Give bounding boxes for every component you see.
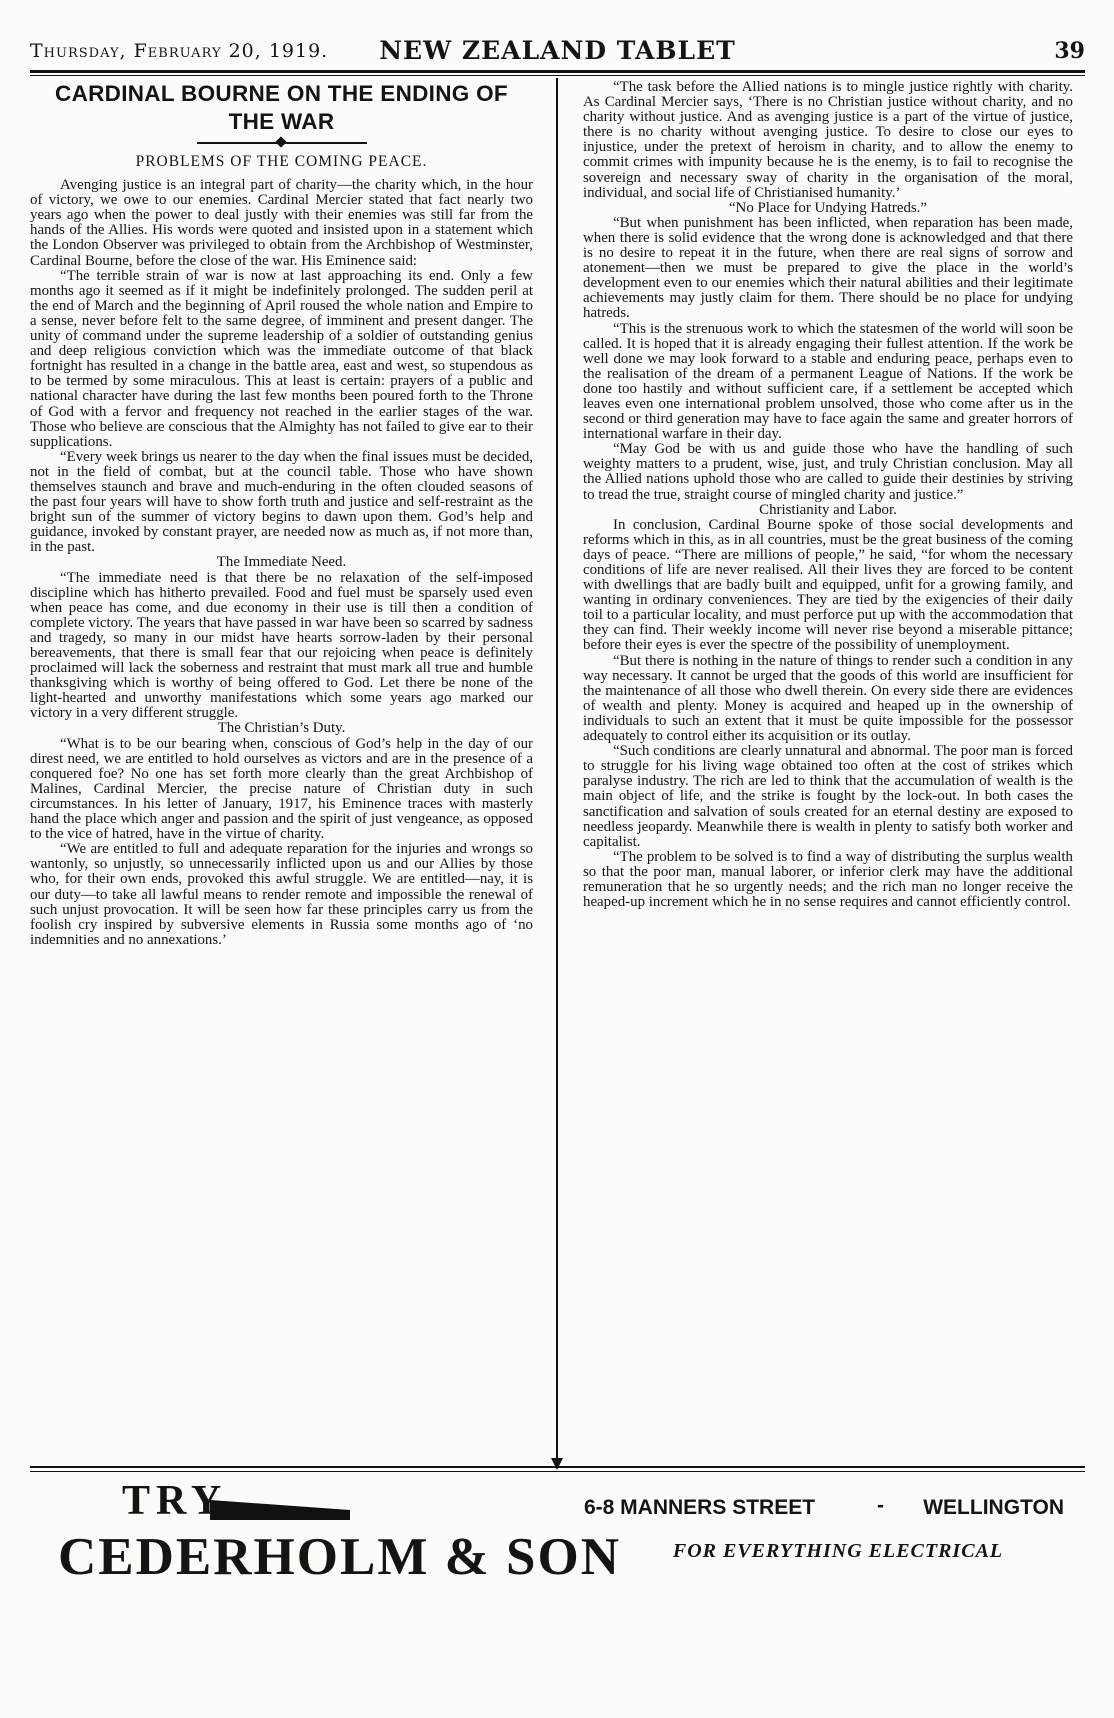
paragraph: “We are entitled to full and adequate reparation for the injuries and wrongs so wantonly, so unjustly, so unnecessarily inflicted upon us and our Allies by those who, for their own ends, provoked this awful struggle. We are entitled—nay, it is our duty—to take all lawful means to render remote and impossible the renewal of such unjust provocation. It will be seen how far these principles carry us from the foolish cry inspired by subversive elements in Russia some months ago of ‘no indemnities and no annexations.’ [30, 841, 533, 948]
section-heading-christians-duty: The Christian’s Duty. [217, 720, 346, 737]
headline-ornament-rule [197, 142, 367, 144]
paragraph: “But there is nothing in the nature of things to render such a condition in any way necessary. It cannot be urged that the goods of this world are insufficient for the maintenance of all those who dwell therein. On every side there are evidences of wealth and plenty. Money is acquired and heaped up in the ownership of individuals to such an extent that it must be quite impossible for the possessor adequately to control either its acquisition or its outlay. [583, 652, 1073, 745]
paragraph: “Every week brings us nearer to the day when the final issues must be decided, not in the field of combat, but at the council table. Those who have shown themselves staunch and brave and much-enduring in the often clouded seasons of the past four years will have to show forth truth and justice and self-restraint as the bright sun of the summer of victory begins to dawn upon them. God’s help and guidance, invoked by constant prayer, are needed now as much as, if not more than, in the past. [30, 448, 533, 556]
ad-slogan: FOR EVERYTHING ELECTRICAL [672, 1540, 1004, 1562]
column-divider [556, 78, 558, 1464]
ad-arrow-icon [210, 1500, 350, 1520]
paragraph: In conclusion, Cardinal Bourne spoke of those social developments and reforms which in this, as in all countries, must be the great business of the coming days of peace. “There are millions of people,” he said, “for whom the necessary conditions of life are never realised. All their lives they are forced to be content with dwellings that are badly built and equipped, unfit for a growing family, and wanting in ordinary conveniences. They are tied by the exigencies of their daily toil to a particular locality, and must perforce put up with the accommodation that they can find. Their weekly income will never rise beyond a miserable pittance; before their eyes is ever the spectre of the possibility of unemployment. [583, 516, 1073, 654]
page-number: 39 [1054, 38, 1085, 64]
paragraph: “What is to be our bearing when, conscious of God’s help in the day of our direst need, we are entitled to hold ourselves as victors and are in the presence of a conquered foe? No one has set forth more clearly than the great Archbishop of Malines, Cardinal Mercier, the precise nature of Christian duty in such circumstances. In his letter of January, 1917, his Eminence traces with masterly hand the place which anger and passion and the spirit of just vengeance, as opposed to the vice of hatred, have in the virtue of charity. [30, 735, 533, 843]
column-divider-terminal [551, 1458, 563, 1470]
article-subhead: PROBLEMS OF THE COMING PEACE. [135, 153, 428, 170]
article-headline: CARDINAL BOURNE ON THE ENDING OF THE WAR [55, 81, 508, 134]
ad-address-line [584, 1496, 1064, 1520]
masthead-rule [30, 70, 1085, 73]
ad-separator: - [877, 1494, 884, 1517]
ad-try-label: TRY [122, 1478, 228, 1524]
paragraph: “The task before the Allied nations is to mingle justice rightly with charity. As Cardinal Mercier says, ‘There is no Christian justice without charity, and no charity without justice. And as avenging justice is a part of the virtue of justice, there is no charity without avenging justice. To desire to close our eyes to injustice, under the pretext of heroism in charity, and to allow the enemy to commit crimes with impunity because he is the enemy, is to fail to recognise the sovereign and necessary sway of charity in the organisation of the moral, individual, and social life of Christianised humanity.’ [583, 79, 1073, 201]
newspaper-title: NEW ZEALAND TABLET [379, 36, 736, 65]
article-right-column [583, 80, 1073, 910]
section-heading-immediate-need: The Immediate Need. [216, 554, 347, 571]
ad-city: WELLINGTON [923, 1496, 1064, 1519]
paragraph: “The problem to be solved is to find a way of distributing the surplus wealth so that the poor man, manual laborer, or inferior clerk may have the additional remuneration that he so urgently needs; and the rich man no longer receive the heaped-up increment which he in no sense requires and cannot efficiently control. [583, 848, 1073, 911]
paragraph: “Such conditions are clearly unnatural and abnormal. The poor man is forced to struggle for his living wage obtained too often at the cost of strikes which paralyse industry. The rich are led to think that the accumulation of wealth is the main object of life, and the strike is fought by the lock-out. In both cases the sanctification and salvation of souls created for an eternal destiny are exposed to needless jeopardy. Meanwhile there is wealth in plenty to satisfy both worker and capitalist. [583, 743, 1073, 850]
paragraph: “This is the strenuous work to which the statesmen of the world will soon be called. It is hoped that it is already engaging their fullest attention. If the work be well done we may look forward to a stable and enduring peace, perhaps even to the realisation of the dream of a permanent League of Nations. If the work be done too hastily and without sufficient care, if a settlement be accepted which leaves even one international problem unsolved, those who come after us in the second or third generation may have to face again the same and greater horrors of international warfare in their day. [583, 320, 1073, 443]
issue-date: Thursday, February 20, 1919. [30, 40, 329, 62]
masthead-rule-thin [30, 75, 1085, 76]
paragraph: “The terrible strain of war is now at last approaching its end. Only a few months ago it seemed as if it might be indefinitely prolonged. The sudden peril at the end of March and the beginning of April roused the whole nation and Empire to a sense, never before felt to the same degree, of imminent and present danger. The unity of command under the supreme leadership of a soldier of outstanding genius and deep religious conviction which was the immediate outcome of that black fortnight has resulted in a change in the battle area, east and west, so stupendous as to be termed by some miraculous. This at least is certain: prayers of a public and national character have during the last few months been poured forth to the Throne of God with a fervor and frequency not reached in the earlier stages of the war. Those who believe are conscious that the Almighty has not failed to give ear to their supplications. [30, 267, 533, 450]
article-left-column [30, 80, 533, 948]
section-heading-labor: Christianity and Labor. [759, 501, 897, 518]
paragraph: “May God be with us and guide those who have the handling of such weighty matters to a prudent, wise, just, and truly Christian conclusion. May all the Allied nations uphold those who are called to guide their destinies by striving to tread the true, straight course of mingled charity and justice.” [583, 441, 1073, 503]
masthead [30, 36, 1085, 70]
ad-street: 6-8 MANNERS STREET [584, 1496, 816, 1519]
ad-company-name: CEDERHOLM & SON [58, 1528, 621, 1586]
paragraph: Avenging justice is an integral part of charity—the charity which, in the hour of victory, we owe to our enemies. Cardinal Mercier stated that fact nearly two years ago when the power to deal justly with their enemies was still far from the hands of the Allies. His words were quoted and insisted upon in a statement which the London Observer was privileged to obtain from the Archbishop of Westminster, Cardinal Bourne, before the close of the war. His Eminence said: [30, 177, 533, 269]
advertisement-top-rule [30, 1466, 1085, 1468]
advertisement-top-rule-thin [30, 1471, 1085, 1472]
paragraph: “But when punishment has been inflicted, when reparation has been made, when there is solid evidence that the wrong done is acknowledged and that there is no desire to repeat it in the future, when there are real signs of sorrow and atonement—then we must be prepared to give the place in the world’s development even to our enemies which their natural abilities and their legitimate achievements may justly claim for them. There should be no place for undying hatreds. [583, 214, 1073, 322]
section-heading-no-place: “No Place for Undying Hatreds.” [728, 199, 928, 216]
paragraph: “The immediate need is that there be no relaxation of the self-imposed discipline which has hitherto prevailed. Food and fuel must be sparsely used even when peace has come, and due economy in their use is till then a condition of complete victory. The years that have passed in war have been so scarred by sadness and tragedy, so many in our midst have hearts sorrow-laden by their personal bereavements, that there is small fear that our rejoicing when peace is definitely proclaimed will lack the soberness and restraint that must mark all true and humble thanksgiving which is worthy of being offered to God. Let there be none of the light-hearted and unworthy manifestations which some years ago marked our victory in a very different struggle. [30, 569, 533, 722]
